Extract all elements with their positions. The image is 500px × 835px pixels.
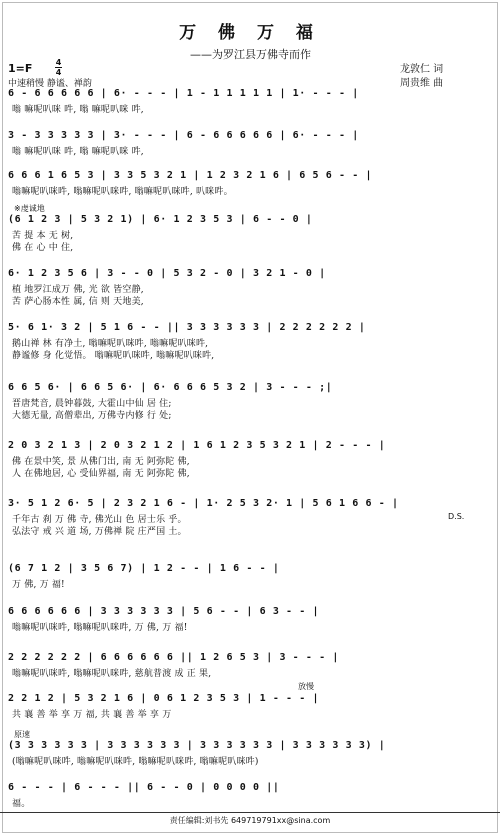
notation-row: 6 6 6 1 6 5 3 | 3 3 5 3 2 1 | 1 2 3 2 1 6 | 6 5 6 - - | xyxy=(8,170,373,181)
lyric-line: 嗡 嘛呢叭咪 吽, 嗡 嘛呢叭咪 吽, xyxy=(12,147,144,157)
notation-row: 2 0 3 2 1 3 | 2 0 3 2 1 2 | 1 6 1 2 3 5 3 2 1 | 2 - - - | xyxy=(8,440,386,451)
lyric-line: 嗡 嘛呢叭咪 吽, 嗡 嘛呢叭咪 吽, xyxy=(12,105,144,115)
lyric-line: 苦 萨心肠本性 属, 信 则 天地美, xyxy=(12,297,144,307)
row-marking: 放慢 xyxy=(298,682,314,691)
meter-top: 4 xyxy=(55,58,62,67)
lyric-line: 静谧修 身 化觉悟。 嗡嘛呢叭咪吽, 嗡嘛呢叭咪吽, xyxy=(12,351,215,361)
meter-bottom: 4 xyxy=(55,68,62,77)
footer-rule xyxy=(0,812,500,813)
tempo-marking: 中速稍慢 静谧、禅韵 xyxy=(8,79,92,89)
row-marking: ※虔诚地 xyxy=(14,204,45,213)
lyric-line: 鹅山禅 林 有净土, 嗡嘛呢叭咪吽, 嗡嘛呢叭咪吽, xyxy=(12,339,209,349)
lyric-line: 植 地罗江成万 佛, 光 欲 皆空静, xyxy=(12,285,144,295)
lyric-line: 嗡嘛呢叭咪吽, 嗡嘛呢叭咪吽, 嗡嘛呢叭咪吽, 叭咪吽。 xyxy=(12,187,233,197)
lyric-line: 人 在佛地居, 心 受仙界福, 南 无 阿弥陀 佛, xyxy=(12,469,190,479)
lyric-line: 千年古 刹 万 佛 寺, 佛光山 色 居士乐 乎。 xyxy=(12,515,187,525)
notation-row: (6 7 1 2 | 3 5 6 7) | 1 2 - - | 1 6 - - | xyxy=(8,563,280,574)
lyric-line: 佛 在景中笑, 景 从佛门出, 南 无 阿弥陀 佛, xyxy=(12,457,190,467)
row-marking: 原速 xyxy=(14,730,30,739)
lyric-line: 万 佛, 万 福! xyxy=(12,580,65,590)
lyric-line: 佛 在 心 中 住, xyxy=(12,243,74,253)
notation-row: 6 - - - | 6 - - - || 6 - - 0 | 0 0 0 0 || xyxy=(8,782,280,793)
notation-row: 3 - 3 3 3 3 3 | 3· - - - | 6 - 6 6 6 6 6 | 6· - - - | xyxy=(8,130,359,141)
song-title: 万 佛 万 福 xyxy=(179,23,321,43)
lyric-line: 晋唐梵音, 晨钟暮鼓, 大霍山中仙 居 住; xyxy=(12,399,172,409)
notation-row: (6 1 2 3 | 5 3 2 1) | 6· 1 2 3 5 3 | 6 - - 0 | xyxy=(8,214,313,225)
composer-credit: 周贵维 曲 xyxy=(400,78,444,89)
footer-editor: 责任编辑:刘书先 649719791xx@sina.com xyxy=(169,816,331,825)
song-subtitle: ——为罗江县万佛寺而作 xyxy=(190,48,311,61)
notation-row: 3· 5 1 2 6· 5 | 2 3 2 1 6 - | 1· 2 5 3 2· 1 | 5 6 1 6 6 - | xyxy=(8,498,399,509)
notation-row: 5· 6 1· 3 2 | 5 1 6 - - || 3 3 3 3 3 3 | 2 2 2 2 2 2 | xyxy=(8,322,366,333)
notation-row: 2 2 2 2 2 2 | 6 6 6 6 6 6 || 1 2 6 5 3 | 3 - - - | xyxy=(8,652,340,663)
lyric-line: 福。 xyxy=(12,799,31,809)
lyric-line: 苦 提 本 无 树, xyxy=(12,231,74,241)
lyric-line: 大德无量, 高僧辈出, 万佛寺内修 行 处; xyxy=(12,411,172,421)
notation-row: 6 - 6 6 6 6 6 | 6· - - - | 1 - 1 1 1 1 1 | 1· - - - | xyxy=(8,88,359,99)
notation-row: 6 6 6 6 6 6 | 3 3 3 3 3 3 | 5 6 - - | 6 3 - - | xyxy=(8,606,320,617)
notation-row: 6 6 5 6· | 6 6 5 6· | 6· 6 6 6 5 3 2 | 3 - - - ;| xyxy=(8,382,333,393)
row-marking: D.S. xyxy=(448,512,465,521)
lyric-line: 嗡嘛呢叭咪吽, 嗡嘛呢叭咪吽, 慈航普渡 成 正 果, xyxy=(12,669,212,679)
notation-row: 6· 1 2 3 5 6 | 3 - - 0 | 5 3 2 - 0 | 3 2 1 - 0 | xyxy=(8,268,326,279)
notation-row: 2 2 1 2 | 5 3 2 1 6 | 0 6 1 2 3 5 3 | 1 - - - | xyxy=(8,693,320,704)
lyricist-credit: 龙敦仁 词 xyxy=(400,64,444,75)
lyric-line: 共 襄 善 举 享 万 福, 共 襄 善 举 享 万 xyxy=(12,710,172,720)
notation-row: (3 3 3 3 3 3 | 3 3 3 3 3 3 | 3 3 3 3 3 3 | 3 3 3 3 3 3) | xyxy=(8,740,386,751)
key-signature: 1=F xyxy=(8,62,33,75)
lyric-line: (嗡嘛呢叭咪吽, 嗡嘛呢叭咪吽, 嗡嘛呢叭咪吽, 嗡嘛呢叭咪吽) xyxy=(12,757,259,767)
time-signature xyxy=(55,58,62,77)
lyric-line: 弘法守 戒 兴 道 场, 万佛禅 院 庄严国 土。 xyxy=(12,527,187,537)
lyric-line: 嗡嘛呢叭咪吽, 嗡嘛呢叭咪吽, 万 佛, 万 福! xyxy=(12,623,188,633)
